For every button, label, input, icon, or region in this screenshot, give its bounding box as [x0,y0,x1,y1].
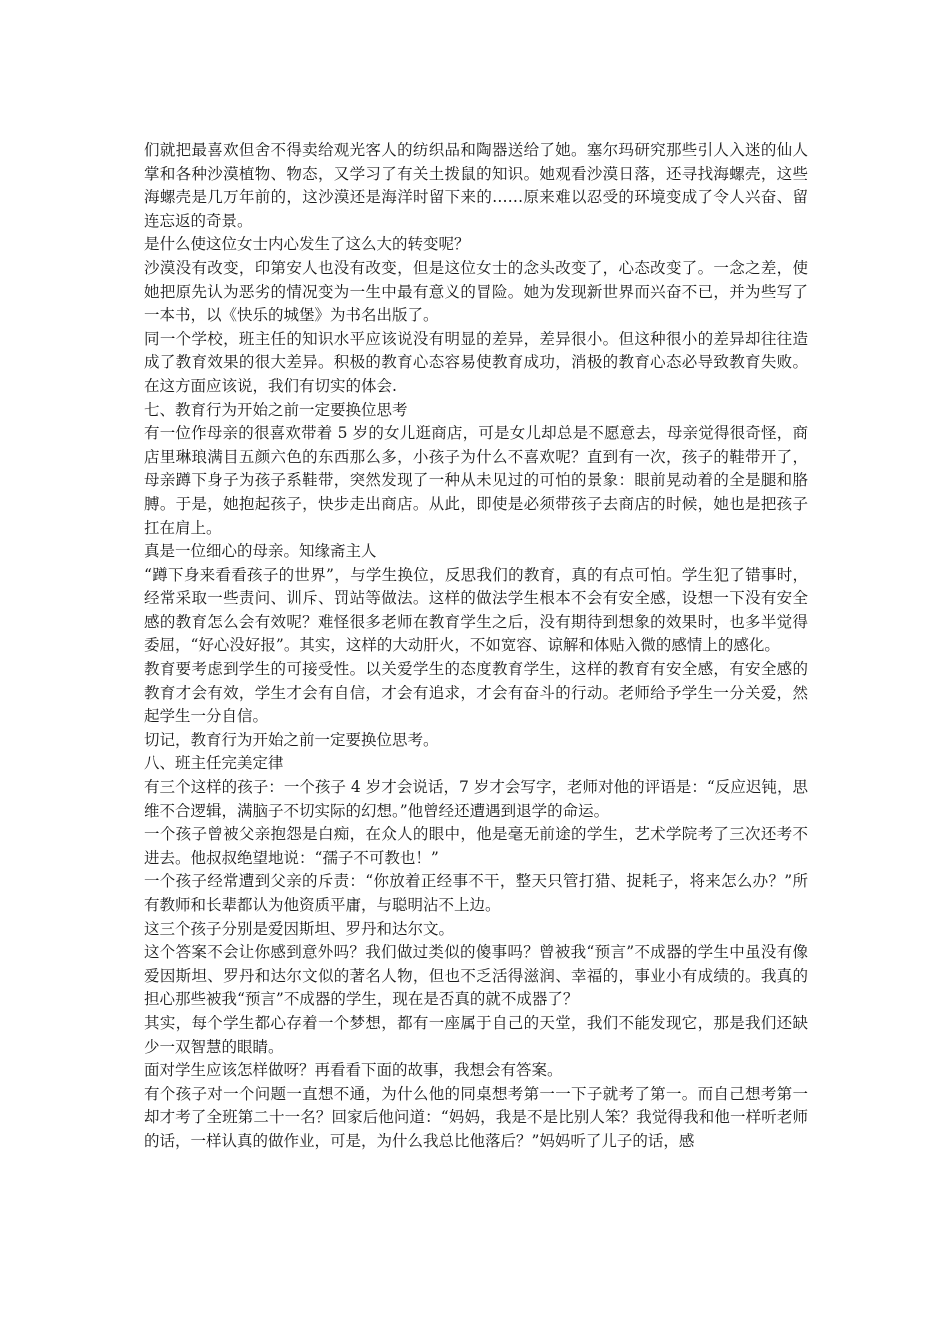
document-body [144,139,808,1154]
paragraph: 一个孩子经常遭到父亲的斥责：“你放着正经事不干，整天只管打猎、捉耗子，将来怎么办？”所有教师和长辈都认为他资质平庸，与聪明沾不上边。 [144,872,808,914]
section-heading: 八、班主任完美定律 [144,754,284,773]
paragraph: 们就把最喜欢但舍不得卖给观光客人的纺织品和陶器送给了她。塞尔玛研究那些引人入迷的仙人掌和各种沙漠植物、物态，又学习了有关土拨鼠的知识。她观看沙漠日落，还寻找海螺壳，这些海螺壳是几万年前的，这沙漠还是海洋时留下来的……原来难以忍受的环境变成了令人兴奋、留连忘返的奇景。 [144,141,808,230]
paragraph: 一个孩子曾被父亲抱怨是白痴，在众人的眼中，他是毫无前途的学生，艺术学院考了三次还考不进去。他叔叔绝望地说：“孺子不可教也！” [144,825,808,867]
paragraph: 其实，每个学生都心存着一个梦想，都有一座属于自己的天堂，我们不能发现它，那是我们还缺少一双智慧的眼睛。 [144,1013,808,1056]
paragraph: 有三个这样的孩子：一个孩子 4 岁才会说话，7 岁才会写字，老师对他的评语是：“反应迟钝，思维不合逻辑，满脑子不切实际的幻想。”他曾经还遭遇到退学的命运。 [144,778,808,820]
paragraph: 同一个学校，班主任的知识水平应该说没有明显的差异，差异很小。但这种很小的差异却往往造成了教育效果的很大差异。积极的教育心态容易使教育成功，消极的教育心态必导致教育失败。在这方面应该说，我们有切实的体会. [144,329,808,395]
paragraph: 切记，教育行为开始之前一定要换位思考。 [144,730,439,749]
paragraph: 有一位作母亲的很喜欢带着 5 岁的女儿逛商店，可是女儿却总是不愿意去，母亲觉得很奇怪，商店里琳琅满目五颜六色的东西那么多，小孩子为什么不喜欢呢？直到有一次，孩子的鞋带开了，母亲蹲下身子为孩子系鞋带，突然发现了一种从未见过的可怕的景象：眼前晃动着的全是腿和胳膊。于是，她抱起孩子，快步走出商店。从此，即使是必须带孩子去商店的时候，她也是把孩子扛在肩上。 [144,424,808,537]
paragraph: 是什么使这位女士内心发生了这么大的转变呢？ [144,235,470,254]
paragraph: 这三个孩子分别是爱因斯坦、罗丹和达尔文。 [144,919,455,938]
paragraph: 真是一位细心的母亲。知缘斋主人 [144,542,377,561]
paragraph: 教育要考虑到学生的可接受性。以关爱学生的态度教育学生，这样的教育有安全感，有安全感的教育才会有效，学生才会有自信，才会有追求，才会有奋斗的行动。老师给予学生一分关爱，然起学生一分自信。 [144,660,808,726]
paragraph: 沙漠没有改变，印第安人也没有改变，但是这位女士的念头改变了，心态改变了。一念之差，使她把原先认为恶劣的情况变为一生中最有意义的冒险。她为发现新世界而兴奋不已，并为些写了一本书，以《快乐的城堡》为书名出版了。 [144,258,808,325]
paragraph: 有个孩子对一个问题一直想不通，为什么他的同桌想考第一一下子就考了第一。而自己想考第一却才考了全班第二十一名？回家后他问道：“妈妈，我是不是比别人笨？我觉得我和他一样听老师的话，一样认真的做作业，可是，为什么我总比他落后？”妈妈听了儿子的话，感 [144,1084,808,1150]
paragraph: 面对学生应该怎样做呀？再看看下面的故事，我想会有答案。 [144,1061,563,1080]
section-heading: 七、教育行为开始之前一定要换位思考 [144,400,408,419]
paragraph: “蹲下身来看看孩子的世界”，与学生换位，反思我们的教育，真的有点可怕。学生犯了错事时，经常采取一些责问、训斥、罚站等做法。这样的做法学生根本不会有安全感，设想一下没有安全感的教育怎么会有效呢？难怪很多老师在教育学生之后，没有期待到想象的效果时，也多半觉得委屈，“好心没好报”。其实，这样的大动肝火，不如宽容、谅解和体贴入微的感情上的感化。 [144,565,808,655]
paragraph: 这个答案不会让你感到意外吗？我们做过类似的傻事吗？曾被我“预言”不成器的学生中虽没有像爱因斯坦、罗丹和达尔文似的著名人物，但也不乏活得滋润、幸福的，事业小有成绩的。我真的担心那些被我“预言”不成器的学生，现在是否真的就不成器了？ [144,943,808,1009]
